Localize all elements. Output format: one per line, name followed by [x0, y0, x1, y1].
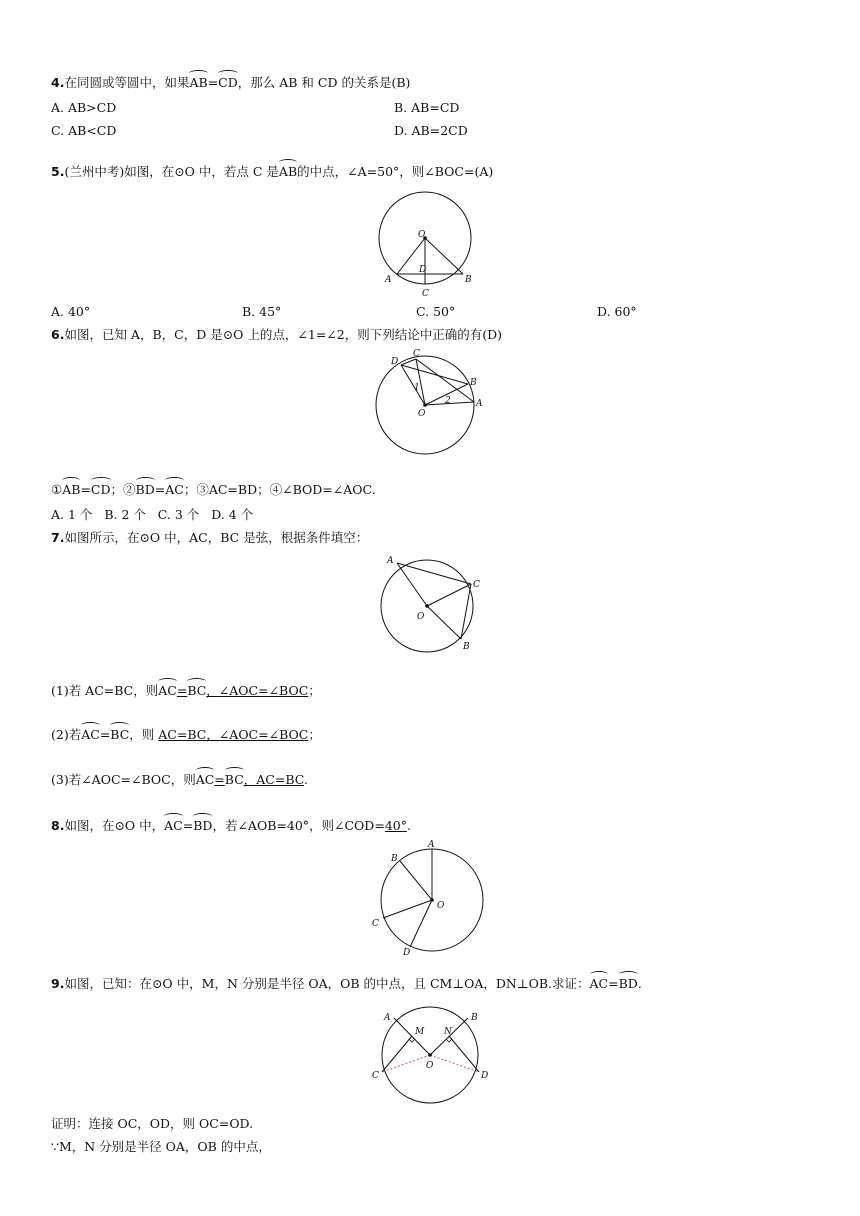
q6-s2-mark: ；②: [110, 482, 136, 497]
q7-label-c: C: [473, 580, 480, 590]
q9-stem: [51, 974, 642, 992]
q5-label-o: O: [418, 230, 426, 240]
arc-ac: AC: [165, 482, 184, 497]
q9-end: .: [637, 976, 642, 991]
q7-figure: [375, 551, 490, 656]
q7-label-a: A: [387, 556, 394, 566]
q7-p1-answer: [158, 683, 308, 698]
arc-ac: AC: [589, 976, 609, 991]
q9-label-d: D: [481, 1071, 489, 1081]
q7-p2-end: ；: [308, 727, 321, 742]
q6-label-d: D: [391, 357, 399, 367]
q9-label-m: M: [415, 1027, 425, 1037]
q5-pre: (兰州中考)如图，在⊙O 中，若点 C 是: [64, 164, 279, 179]
q9-proof-line-2: ∵M，N 分别是半径 OA，OB 的中点，: [51, 1139, 271, 1154]
q4-eq: =: [207, 75, 219, 90]
q7-p1-eq: =: [176, 683, 188, 698]
q8-stem: [51, 816, 411, 834]
q5-label-c: C: [422, 289, 429, 299]
q6-label-c: C: [413, 349, 420, 359]
q8-label-d: D: [403, 948, 411, 958]
q9-label-b: B: [471, 1013, 478, 1023]
q9-label-c: C: [372, 1071, 379, 1081]
q7-p2-eq: =: [99, 727, 111, 742]
q9-label-n: N: [444, 1027, 452, 1037]
arc-bd: BD: [135, 482, 155, 497]
q9-label-a: A: [384, 1013, 391, 1023]
q7-p1-pre: (1)若 AC=BC，则: [51, 683, 159, 698]
q6-s3: ；③AC=BD；④∠BOD=∠AOC.: [183, 482, 376, 497]
arc-cd: CD: [218, 75, 238, 90]
q7-label-b: B: [463, 642, 470, 652]
q7-p3-answer: [196, 772, 304, 787]
q7-p3-eq: =: [214, 772, 225, 787]
q7-text: 如图所示，在⊙O 中，AC，BC 是弦，根据条件填空：: [64, 530, 369, 545]
q4-option-a: A. AB>CD: [51, 100, 117, 115]
q5-label-d: D: [419, 265, 427, 275]
q7-part-1: [51, 681, 321, 699]
q6-label-2: 2: [445, 396, 451, 406]
q5-option-c: C. 50°: [416, 304, 456, 319]
arc-ac: AC: [158, 683, 177, 698]
q5-post: 的中点，∠A=50°，则∠BOC=(A): [297, 164, 494, 179]
q9-number: 9.: [51, 976, 65, 991]
q8-eq: =: [182, 818, 194, 833]
arc-ab: AB: [278, 164, 298, 179]
q9-pre: 如图，已知：在⊙O 中，M，N 分别是半径 OA，OB 的中点，且 CM⊥OA，DN⊥OB.求证：: [64, 976, 590, 991]
q7-p3-rest: ，AC=BC: [243, 772, 304, 787]
q4-pre: 在同圆或等圆中，如果: [64, 75, 190, 90]
q4-option-b: B. AB=CD: [394, 100, 460, 115]
q7-p3-pre: (3)若∠AOC=∠BOC，则: [51, 772, 196, 787]
q4-option-d: D. AB=2CD: [394, 123, 468, 138]
q6-text: 如图，已知 A，B，C，D 是⊙O 上的点，∠1=∠2，则下列结论中正确的有(D): [64, 327, 502, 342]
q6-number: 6.: [51, 327, 65, 342]
q9-proof-line-1: 证明：连接 OC，OD，则 OC=OD.: [51, 1116, 254, 1131]
q7-p1-rest: ，∠AOC=∠BOC: [206, 683, 309, 698]
q5-option-a: A. 40°: [51, 304, 91, 319]
q8-label-a: A: [428, 840, 435, 850]
q8-number: 8.: [51, 818, 65, 833]
arc-bd: BD: [193, 818, 213, 833]
arc-ac: AC: [81, 727, 100, 742]
q7-p2-answer: AC=BC，∠AOC=∠BOC: [158, 727, 309, 742]
arc-bc: BC: [224, 772, 244, 787]
q8-label-b: B: [391, 854, 398, 864]
q5-label-a: A: [385, 275, 392, 285]
q5-number: 5.: [51, 164, 65, 179]
q5-stem: [51, 162, 493, 180]
q8-label-o: O: [437, 901, 445, 911]
q5-figure: [375, 186, 485, 304]
q4-post: ，那么 AB 和 CD 的关系是(B): [237, 75, 411, 90]
arc-bc: BC: [110, 727, 130, 742]
q6-label-b: B: [470, 378, 477, 388]
q5-option-b: B. 45°: [242, 304, 282, 319]
q9-eq: =: [608, 976, 619, 991]
arc-bd: BD: [618, 976, 638, 991]
q5-label-b: B: [465, 275, 472, 285]
arc-ab: AB: [189, 75, 208, 90]
q7-label-o: O: [417, 612, 425, 622]
q7-p2-mid: ，则: [129, 727, 159, 742]
q6-stem: [51, 327, 502, 343]
q8-pre: 如图，在⊙O 中，: [64, 818, 165, 833]
q7-stem: [51, 530, 368, 546]
arc-ac: AC: [164, 818, 183, 833]
q7-number: 7.: [51, 530, 65, 545]
arc-ab: AB: [62, 482, 81, 497]
q8-answer: 40°: [384, 818, 407, 833]
q9-label-o: O: [426, 1061, 434, 1071]
q6-s1-eq: =: [80, 482, 91, 497]
q4-option-c: C. AB<CD: [51, 123, 117, 138]
q6-s1-mark: ①: [51, 482, 63, 497]
q8-mid: ，若∠AOB=40°，则∠COD=: [212, 818, 385, 833]
q6-label-o: O: [418, 409, 426, 419]
arc-cd: CD: [90, 482, 111, 497]
q7-p3-end: .: [303, 772, 308, 787]
q7-part-3: [51, 770, 308, 788]
q8-label-c: C: [372, 919, 379, 929]
q7-part-2: [51, 725, 321, 743]
q7-p2-pre: (2)若: [51, 727, 82, 742]
q8-figure: [370, 838, 490, 956]
q7-p1-end: ；: [308, 683, 321, 698]
q9-figure: [372, 1008, 492, 1108]
q6-figure: [370, 346, 490, 458]
arc-ac: AC: [195, 772, 215, 787]
q6-statements: [51, 480, 376, 498]
q5-option-d: D. 60°: [597, 304, 637, 319]
q6-options: A. 1 个 B. 2 个 C. 3 个 D. 4 个: [51, 507, 254, 522]
q8-end: .: [406, 818, 411, 833]
arc-bc: BC: [187, 683, 207, 698]
q4-stem: [51, 73, 410, 91]
q6-label-a: A: [476, 399, 483, 409]
q6-s2-eq: =: [154, 482, 166, 497]
q4-number: 4.: [51, 75, 65, 90]
q6-label-1: 1: [414, 383, 420, 393]
